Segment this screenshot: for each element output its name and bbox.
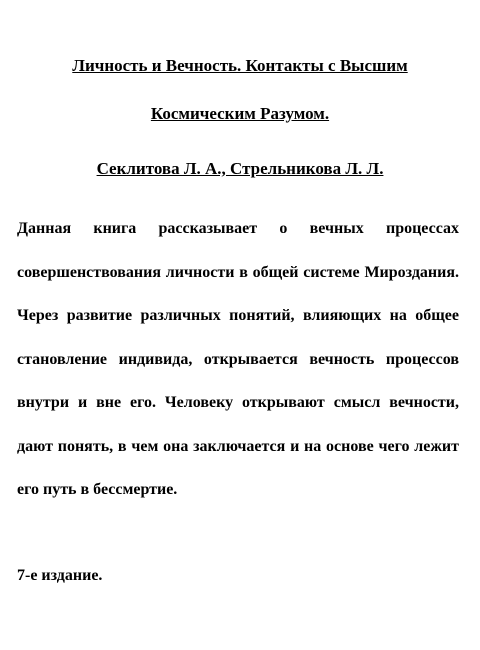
book-annotation-text: Данная книга рассказывает о вечных процессах совершенствования личности в общей системе Мироздания. Через развитие различных понятий, влияющих на общее становление индивида, открывается вечность процессов внутри и вне его. Человеку открывают смысл вечности, дают понять, в чем она заключается и на основе чего лежит его путь в бессмертие.: [17, 220, 459, 498]
edition-label: 7-е издание.: [17, 567, 103, 584]
book-authors: Секлитова Л. А., Стрельникова Л. Л.: [96, 159, 384, 178]
book-title-line-1: Личность и Вечность. Контакты с Высшим: [72, 56, 408, 75]
book-title-line-2: Космическим Разумом.: [150, 104, 330, 123]
